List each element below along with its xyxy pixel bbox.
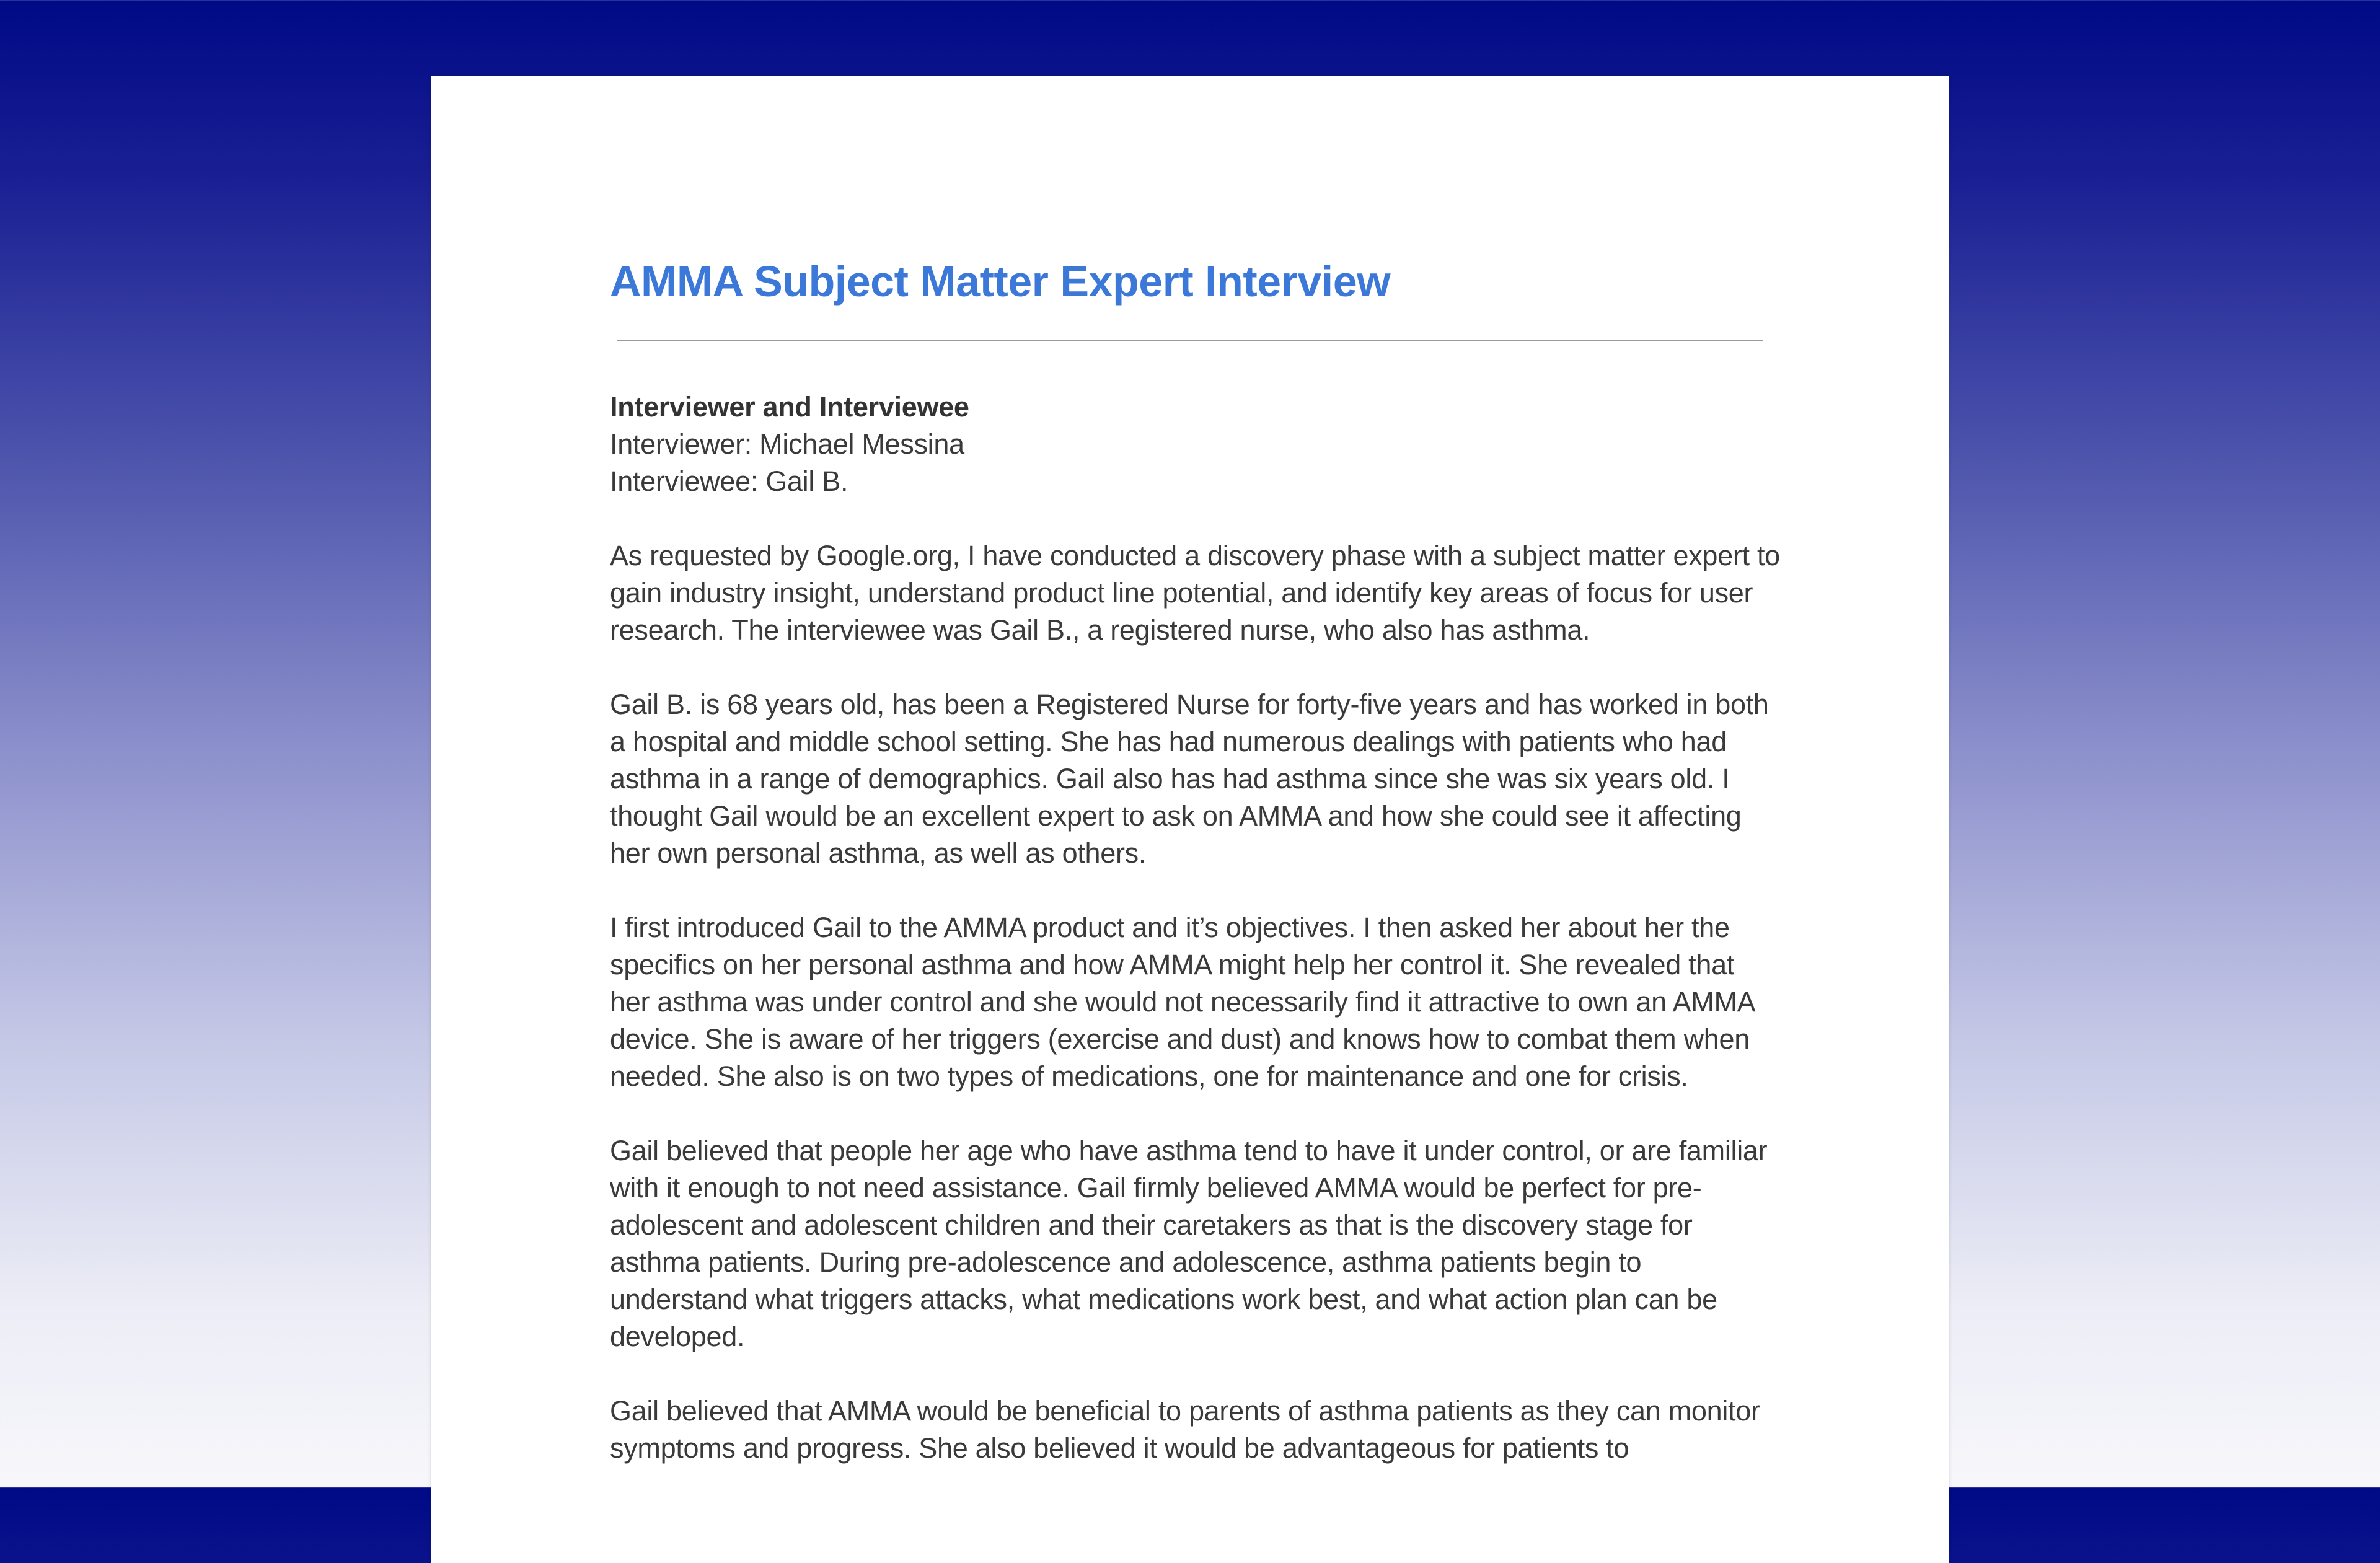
paragraph-intro: As requested by Google.org, I have conducted a discovery phase with a subject matter expert to gain industry insight, understand product line potential, and identify key areas of focus for user research. The interviewee was Gail B., a registered nurse, who also has asthma. [610, 540, 1780, 646]
document-content [610, 255, 1781, 1467]
title-divider [617, 340, 1763, 341]
paragraph-target-audience: Gail believed that people her age who have asthma tend to have it under control, or are familiar with it enough to not need assistance. Gail firmly believed AMMA would be perfect for pre-adolescent and adolescent children and their caretakers as that is the discovery stage for asthma patients. During pre-adolescence and adolescence, asthma patients begin to understand what triggers attacks, what medications work best, and what action plan can be developed. [610, 1135, 1768, 1352]
document-body [610, 389, 1781, 1467]
participants-block [610, 389, 1781, 500]
paragraph-parents: Gail believed that AMMA would be beneficial to parents of asthma patients as they can monitor symptoms and progress. She also believed it would be advantageous for patients to [610, 1395, 1760, 1464]
interviewer-line: Interviewer: Michael Messina [610, 428, 964, 460]
document-title: AMMA Subject Matter Expert Interview [610, 257, 1391, 306]
document-page [431, 76, 1949, 1563]
paragraph-background: Gail B. is 68 years old, has been a Registered Nurse for forty-five years and has worked in both a hospital and middle school setting. She has had numerous dealings with patients who had asthma in a range of demographics. Gail also has had asthma since she was six years old. I thought Gail would be an excellent expert to ask on AMMA and how she could see it affecting her own personal asthma, as well as others. [610, 689, 1769, 869]
section-heading: Interviewer and Interviewee [610, 391, 969, 423]
paragraph-personal-asthma: I first introduced Gail to the AMMA product and it’s objectives. I then asked her about her the specifics on her personal asthma and how AMMA might help her control it. She revealed that her asthma was under control and she would not necessarily find it attractive to own an AMMA device. She is aware of her triggers (exercise and dust) and knows how to combat them when needed. She also is on two types of medications, one for maintenance and one for crisis. [610, 912, 1754, 1092]
interviewee-line: Interviewee: Gail B. [610, 465, 848, 497]
